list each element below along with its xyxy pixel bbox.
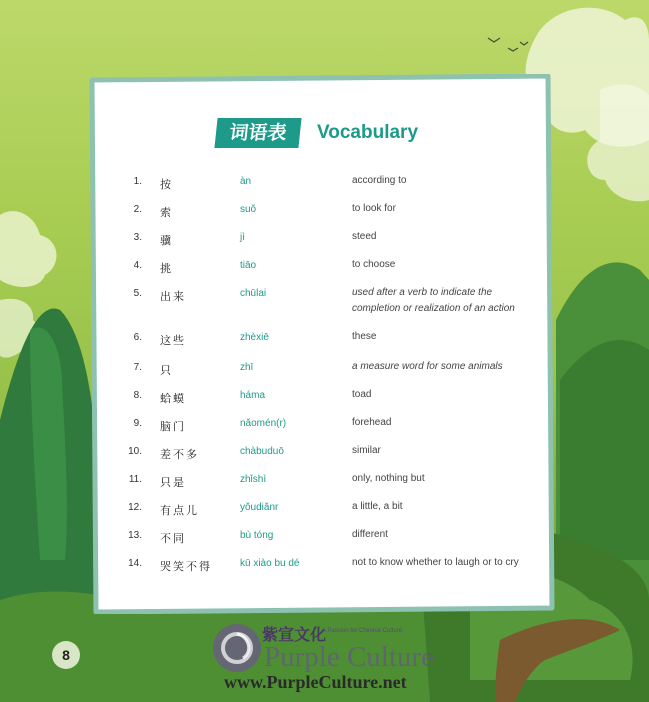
- vocab-meaning: to look for: [352, 203, 396, 214]
- vocab-pinyin: zhèxiē: [240, 332, 269, 343]
- vocab-hanzi: 挑: [160, 262, 173, 275]
- vocab-number: 14.: [128, 558, 142, 569]
- vocab-pinyin: àn: [240, 176, 252, 187]
- vocab-pinyin: zhī: [240, 362, 254, 373]
- title-english: Vocabulary: [317, 122, 419, 143]
- page-number: 8: [52, 641, 80, 669]
- title-chinese: 词语表: [214, 118, 301, 148]
- watermark-tagline: A Passion for Chinese Culture: [322, 628, 403, 634]
- vocab-meaning: not to know whether to laugh or to cry: [352, 557, 519, 568]
- vocab-number: 7.: [133, 362, 142, 373]
- vocab-number: 1.: [133, 176, 142, 187]
- vocab-pinyin: chàbuduō: [240, 446, 284, 457]
- vocab-number: 2.: [133, 204, 142, 215]
- vocab-number: 13.: [128, 530, 142, 541]
- vocab-pinyin: zhǐshì: [240, 474, 267, 485]
- vocab-number: 9.: [133, 418, 142, 429]
- vocab-number: 5.: [133, 288, 142, 299]
- vocab-hanzi: 这些: [160, 334, 186, 347]
- vocab-hanzi: 哭笑不得: [160, 560, 212, 573]
- vocab-pinyin: bù tóng: [240, 530, 274, 541]
- vocab-number: 4.: [133, 260, 142, 271]
- vocab-meaning: these: [352, 331, 377, 342]
- vocab-hanzi: 索: [160, 206, 173, 219]
- vocab-meaning: only, nothing but: [352, 473, 425, 484]
- vocab-number: 6.: [133, 332, 142, 343]
- vocab-meaning: different: [352, 529, 388, 540]
- vocab-hanzi: 不同: [160, 532, 186, 545]
- vocab-hanzi: 骥: [160, 234, 173, 247]
- vocab-number: 3.: [133, 232, 142, 243]
- vocab-pinyin: nǎomén(r): [240, 418, 287, 429]
- vocab-hanzi: 有点儿: [160, 504, 199, 517]
- vocab-pinyin: tiāo: [240, 260, 257, 271]
- vocab-meaning: to choose: [352, 259, 396, 270]
- vocab-meaning: a measure word for some animals: [352, 361, 503, 372]
- vocab-pinyin: kū xiào bu dé: [240, 558, 300, 569]
- vocab-meaning: used after a verb to indicate the completion or realization of an action: [352, 287, 515, 314]
- vocab-meaning: according to: [352, 175, 407, 186]
- vocab-meaning: toad: [352, 389, 372, 400]
- vocab-hanzi: 脑门: [160, 420, 186, 433]
- vocab-pinyin: yǒudiǎnr: [240, 502, 279, 513]
- vocab-number: 8.: [133, 390, 142, 401]
- vocab-meaning: similar: [352, 445, 381, 456]
- vocab-hanzi: 出来: [160, 290, 186, 303]
- vocab-pinyin: chūlai: [240, 288, 267, 299]
- vocab-hanzi: 只是: [160, 476, 186, 489]
- watermark-url: www.PurpleCulture.net: [224, 672, 407, 692]
- purple-culture-logo-icon: [209, 618, 269, 678]
- vocab-hanzi: 按: [160, 178, 173, 191]
- vocabulary-card: [86, 74, 556, 614]
- vocab-number: 12.: [128, 502, 142, 513]
- vocab-pinyin: jì: [240, 232, 245, 243]
- vocab-meaning: steed: [352, 231, 377, 242]
- vocab-hanzi: 只: [160, 364, 173, 377]
- vocab-pinyin: háma: [240, 390, 266, 401]
- vocab-meaning: a little, a bit: [352, 501, 403, 512]
- vocab-pinyin: suǒ: [240, 204, 257, 215]
- vocab-hanzi: 蛤蟆: [160, 392, 186, 405]
- vocab-hanzi: 差不多: [160, 448, 199, 461]
- vocab-number: 11.: [128, 474, 142, 485]
- vocab-meaning: forehead: [352, 417, 392, 428]
- watermark-chinese: 紫宣文化: [262, 625, 327, 644]
- watermark-name: Purple Culture: [264, 641, 434, 673]
- vocab-number: 10.: [128, 446, 142, 457]
